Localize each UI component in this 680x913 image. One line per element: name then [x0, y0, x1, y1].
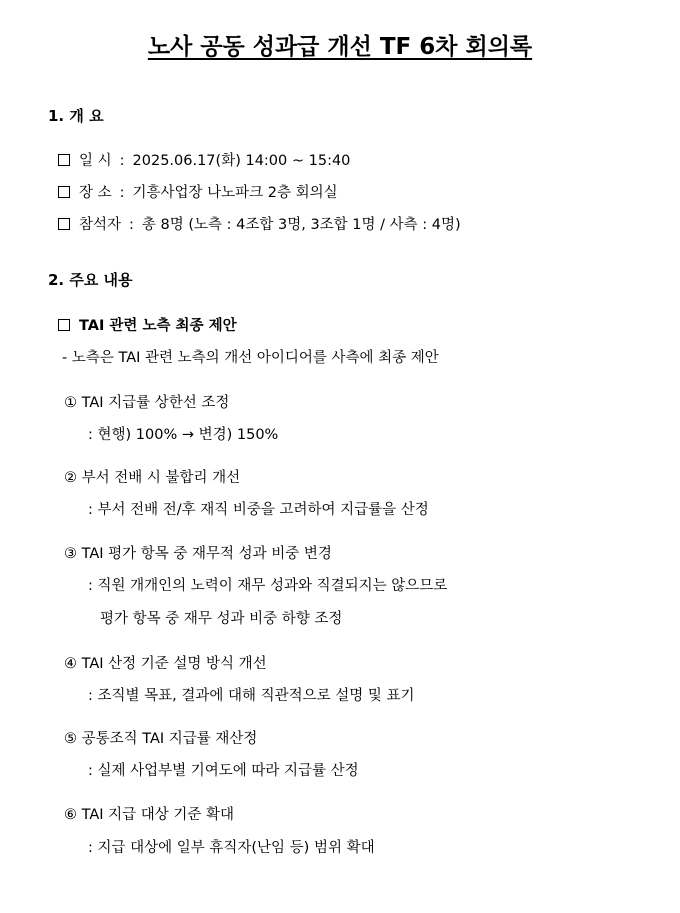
document-title: 노사 공동 성과급 개선 TF 6차 회의록 — [147, 34, 533, 60]
topic-label: TAI 관련 노측 최종 제안 — [79, 318, 237, 334]
checkbox-square-icon — [58, 319, 70, 331]
overview-label: 일 시 — [79, 153, 112, 169]
section-heading-overview: 1. 개 요 — [48, 107, 104, 125]
proposal-item-title: ⑤ 공통조직 TAI 지급률 재산정 — [64, 731, 258, 747]
proposal-item-title: ⑥ TAI 지급 대상 기준 확대 — [64, 807, 235, 823]
checkbox-square-icon — [58, 154, 70, 166]
proposal-item-title: ① TAI 지급률 상한선 조정 — [64, 395, 230, 411]
overview-separator: : — [119, 185, 125, 201]
section-heading-main: 2. 주요 내용 — [48, 271, 133, 289]
proposal-item-detail: : 현행) 100% → 변경) 150% — [88, 427, 279, 443]
proposal-item-title: ④ TAI 산정 기준 설명 방식 개선 — [64, 656, 267, 672]
proposal-item-detail-continued: 평가 항목 중 재무 성과 비중 하향 조정 — [100, 611, 343, 627]
overview-value: 총 8명 (노측 : 4조합 3명, 3조합 1명 / 사측 : 4명) — [141, 217, 461, 233]
proposal-item-detail: : 직원 개개인의 노력이 재무 성과와 직결되지는 않으므로 — [88, 578, 448, 594]
proposal-item-title: ② 부서 전배 시 불합리 개선 — [64, 470, 241, 486]
topic-heading — [58, 316, 237, 336]
overview-separator: : — [119, 153, 125, 169]
overview-value: 2025.06.17(화) 14:00 ~ 15:40 — [132, 153, 351, 169]
overview-row-datetime — [58, 151, 350, 171]
overview-label: 참석자 — [79, 217, 122, 233]
topic-summary: - 노측은 TAI 관련 노측의 개선 아이디어를 사측에 최종 제안 — [62, 350, 439, 366]
proposal-item-detail: : 조직별 목표, 결과에 대해 직관적으로 설명 및 표기 — [88, 688, 415, 704]
proposal-item-detail: : 부서 전배 전/후 재직 비중을 고려하여 지급률을 산정 — [88, 502, 429, 518]
checkbox-square-icon — [58, 218, 70, 230]
overview-separator: : — [129, 217, 134, 233]
checkbox-square-icon — [58, 186, 70, 198]
overview-row-location — [58, 183, 338, 203]
overview-label: 장 소 — [79, 185, 112, 201]
overview-value: 기흥사업장 나노파크 2층 회의실 — [132, 185, 338, 201]
proposal-item-detail: : 실제 사업부별 기여도에 따라 지급률 산정 — [88, 763, 359, 779]
proposal-item-title: ③ TAI 평가 항목 중 재무적 성과 비중 변경 — [64, 546, 332, 562]
proposal-item-detail: : 지급 대상에 일부 휴직자(난임 등) 범위 확대 — [88, 840, 375, 856]
overview-row-attendees — [58, 215, 461, 235]
